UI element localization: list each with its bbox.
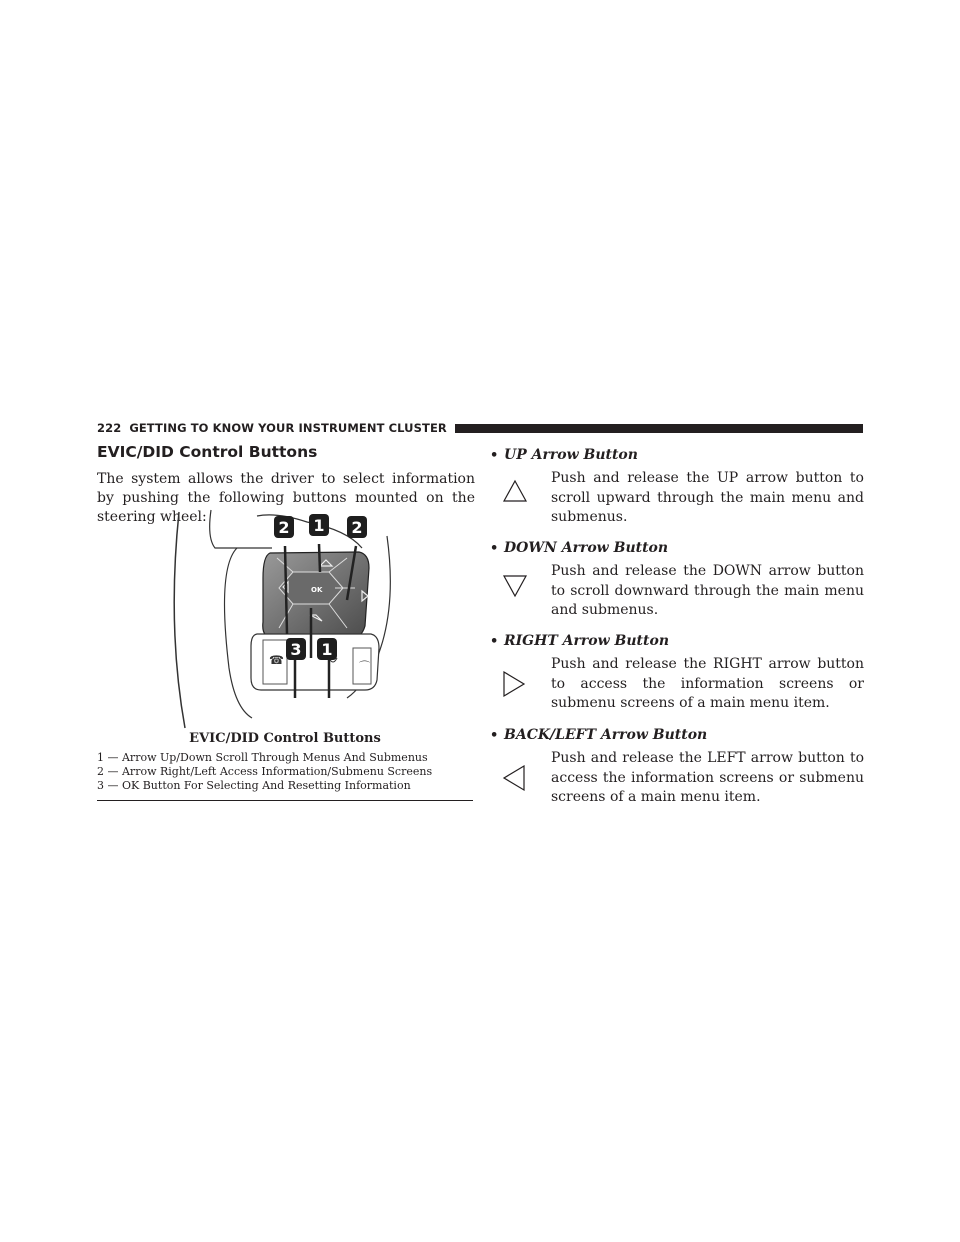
callout-label: 1: [313, 516, 325, 535]
legend-item: 3 — OK Button For Selecting And Resetting Information: [97, 779, 411, 792]
callout-2-right: [347, 516, 367, 538]
callout-1-top: [309, 514, 329, 536]
legend-item: 2 — Arrow Right/Left Access Information/Submenu Screens: [97, 765, 433, 778]
bullet: •: [490, 447, 499, 463]
down-arrow-icon: [502, 574, 528, 598]
callout-label: 2: [278, 518, 290, 537]
chapter-title: GETTING TO KNOW YOUR INSTRUMENT CLUSTER: [129, 421, 447, 435]
right-arrow-item: [490, 631, 870, 721]
item-description: Push and release the LEFT arrow button to access the information screens or submenu screens of a main menu item.: [551, 750, 864, 805]
legend-rule: [97, 800, 473, 801]
figure-caption: EVIC/DID Control Buttons: [189, 731, 381, 746]
callout-2-left: [274, 516, 294, 538]
right-arrow-icon: [502, 670, 526, 698]
up-arrow-item: [490, 445, 870, 535]
callout-label: 3: [290, 640, 302, 659]
callout-label: 1: [321, 640, 333, 659]
item-title: DOWN Arrow Button: [504, 540, 669, 556]
left-arrow-icon: [502, 764, 526, 792]
bullet: •: [490, 727, 499, 743]
header-rule: [455, 424, 863, 433]
up-arrow-icon: [502, 479, 528, 503]
svg-text:☎: ☎: [269, 653, 284, 667]
page-number: 222: [97, 421, 122, 435]
intro-paragraph: The system allows the driver to select information by pushing the following buttons mounted on the steering wheel:: [97, 471, 475, 525]
legend-item: 1 — Arrow Up/Down Scroll Through Menus And Submenus: [97, 751, 428, 764]
bullet: •: [490, 540, 499, 556]
steering-wheel-illustration: [97, 508, 473, 730]
steering-wheel-figure: [97, 508, 473, 730]
ok-button-label: OK: [311, 586, 323, 594]
left-arrow-item: [490, 725, 870, 825]
item-description: Push and release the DOWN arrow button to scroll downward through the main menu and submenus.: [551, 563, 864, 618]
item-title: UP Arrow Button: [504, 447, 638, 463]
svg-text:⌒: ⌒: [359, 660, 370, 673]
bullet: •: [490, 633, 499, 649]
callout-1-bottom: [317, 638, 337, 660]
item-description: Push and release the RIGHT arrow button to access the information screens or submenu screens of a main menu item.: [551, 656, 864, 711]
section-title: EVIC/DID Control Buttons: [97, 443, 318, 461]
item-title: BACK/LEFT Arrow Button: [504, 727, 708, 743]
item-description: Push and release the UP arrow button to scroll upward through the main menu and submenus.: [551, 470, 864, 525]
down-arrow-item: [490, 538, 870, 628]
callout-3: [286, 638, 306, 660]
page-header: [97, 419, 863, 437]
figure-legend: [97, 751, 473, 793]
callout-label: 2: [351, 518, 363, 537]
item-title: RIGHT Arrow Button: [504, 633, 669, 649]
